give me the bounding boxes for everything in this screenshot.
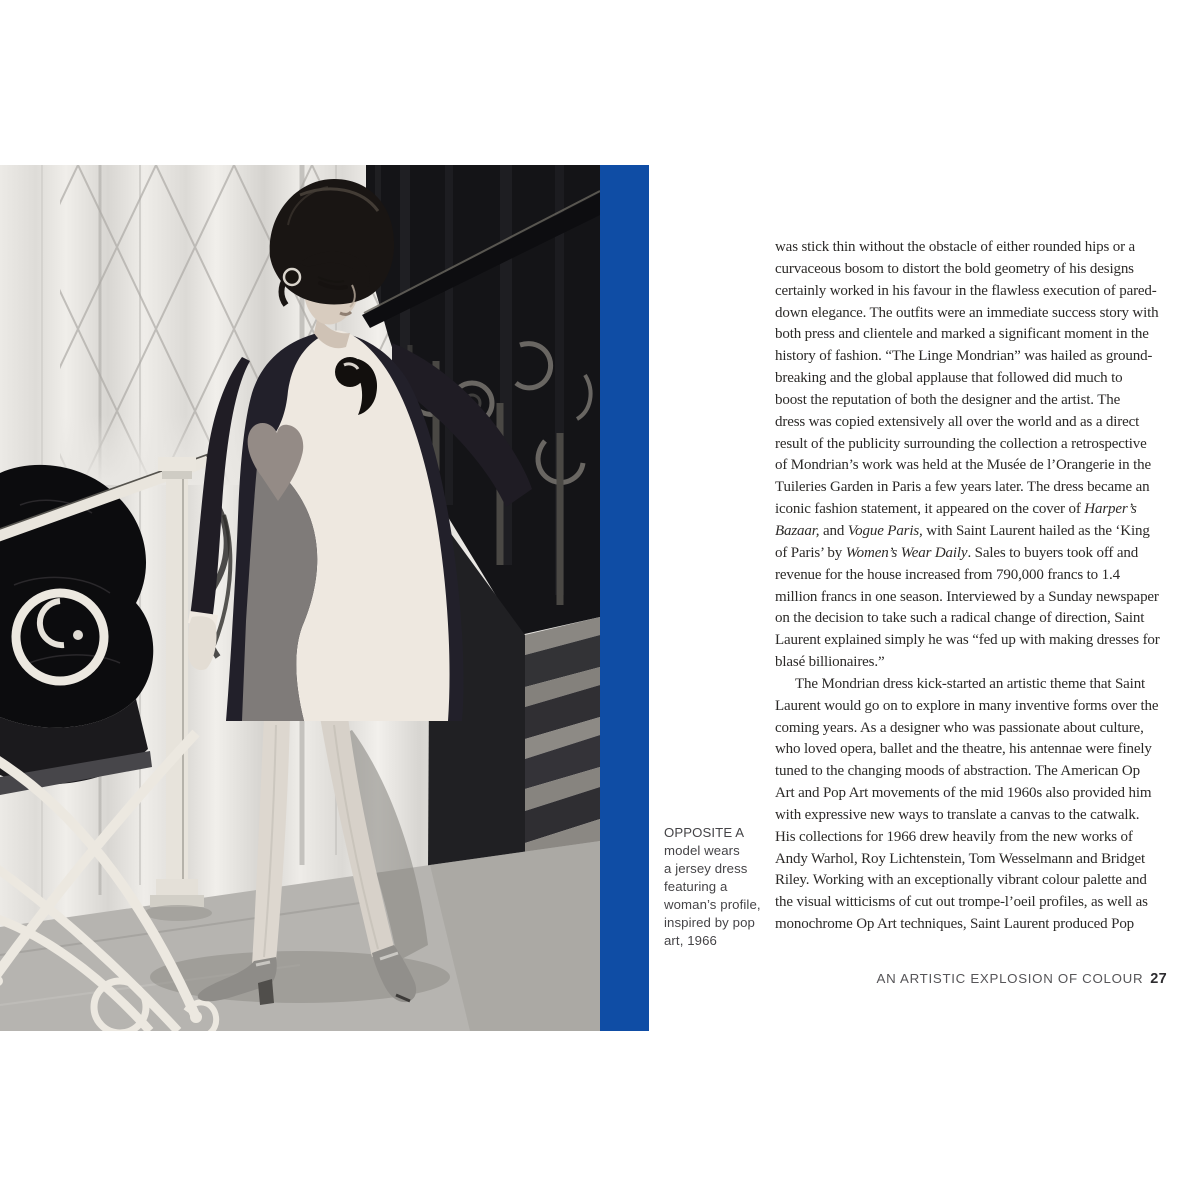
text-line: of Paris’ by Women’s Wear Daily. Sales to buyers took off and [775,544,1139,561]
text-line: the visual witticisms of cut out trompe-l’oeil profiles, as well as [775,894,1148,911]
photo-caption [664,824,770,950]
text-line: history of fashion. “The Linge Mondrian” was hailed as ground- [775,348,1153,365]
text-line: tuned to the changing moods of abstraction. The American Op [775,763,1140,780]
text-line: Bazaar, and Vogue Paris, with Saint Laurent hailed as the ‘King [775,522,1150,539]
text-line: iconic fashion statement, it appeared on the cover of Harper’s [775,501,1137,518]
text-line: boost the reputation of both the designer and the artist. The [775,391,1121,408]
text-line: dress was copied extensively all over the world and as a direct [775,413,1140,430]
text-line: who loved opera, ballet and the theatre, his antennae were finely [775,741,1152,758]
photo-steps [525,617,600,867]
text-line: both press and clientele and marked a significant moment in the [775,326,1149,343]
footer-title: AN ARTISTIC EXPLOSION OF COLOUR [876,971,1144,986]
text-line: on the decision to take such a radical change of direction, Saint [775,610,1145,627]
article-text [775,237,1175,936]
text-line: Riley. Working with an exceptionally vibrant colour palette and [775,872,1147,889]
text-line: The Mondrian dress kick-started an artistic theme that Saint [795,675,1146,692]
paragraph [775,237,1175,674]
footer-page-number: 27 [1150,971,1167,987]
caption-line: featuring a [664,879,728,894]
text-line: Art and Pop Art movements of the mid 1960s also provided him [775,785,1152,802]
text-line: breaking and the global applause that followed did much to [775,370,1123,387]
article-paragraphs [775,237,1175,936]
running-footer [700,971,1167,987]
model-earring [284,269,300,285]
text-line: blasé billionaires.” [775,654,885,671]
text-line: result of the publicity surrounding the collection a retrospective [775,435,1147,452]
text-line: revenue for the house increased from 790,000 francs to 1.4 [775,566,1120,583]
text-line: Laurent would go on to explore in many inventive forms over the [775,697,1159,714]
text-line: curvaceous bosom to distort the bold geometry of his designs [775,260,1134,277]
caption-line: woman’s profile, [664,897,761,912]
text-line: with expressive new ways to translate a canvas to the catwalk. [775,806,1140,823]
text-line: His collections for 1966 drew heavily from the new works of [775,828,1133,845]
text-line: Andy Warhol, Roy Lichtenstein, Tom Wesselmann and Bridget [775,850,1146,867]
text-line: of Mondrian’s work was held at the Musée de l’Orangerie in the [775,457,1152,474]
caption-line: model wears [664,843,740,858]
fashion-photograph [0,165,600,1031]
photo-fur-coat [0,465,153,795]
text-line: coming years. As a designer who was passionate about culture, [775,719,1144,736]
text-line: Tuileries Garden in Paris a few years later. The dress became an [775,479,1150,496]
caption-line: inspired by pop [664,915,755,930]
text-line: certainly worked in his favour in the flawless execution of pared- [775,282,1157,299]
photo-caption-lines [664,824,770,950]
text-line: was stick thin without the obstacle of either rounded hips or a [775,239,1136,255]
caption-line: art, 1966 [664,933,717,948]
caption-line: OPPOSITE A [664,825,745,840]
text-line: Laurent explained simply he was “fed up with making dresses for [775,632,1160,649]
accent-stripe [600,165,649,1031]
paragraph [775,674,1175,936]
photo-illustration [0,165,600,1031]
text-line: million francs in one season. Interviewed by a Sunday newspaper [775,588,1159,605]
text-line: down elegance. The outfits were an immediate success story with [775,304,1159,321]
text-line: monochrome Op Art techniques, Saint Laurent produced Pop [775,916,1135,933]
caption-line: a jersey dress [664,861,748,876]
